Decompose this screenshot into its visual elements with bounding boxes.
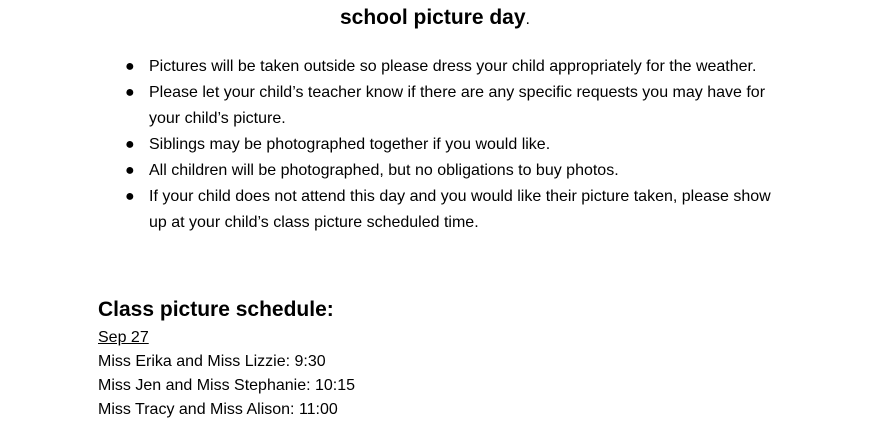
bullet-item	[122, 158, 782, 184]
schedule-entry: Miss Erika and Miss Lizzie: 9:30	[98, 353, 326, 370]
info-bullet-list	[122, 54, 782, 236]
bullet-icon: ●	[125, 84, 135, 101]
page-title	[0, 4, 870, 34]
bullet-text: Pictures will be taken outside so please dress your child appropriately for the weather.	[149, 58, 757, 75]
bullet-text: Siblings may be photographed together if you would like.	[149, 136, 551, 153]
title-period: .	[525, 11, 530, 28]
bullet-text: Please let your child’s teacher know if there are any specific requests you may have for your child’s picture.	[149, 84, 766, 127]
bullet-text: All children will be photographed, but no obligations to buy photos.	[149, 162, 619, 179]
bullet-item	[122, 184, 782, 236]
schedule-date: Sep 27	[98, 329, 149, 346]
schedule-heading: Class picture schedule:	[98, 298, 334, 321]
schedule-entry: Miss Tracy and Miss Alison: 11:00	[98, 401, 338, 418]
bullet-icon: ●	[125, 136, 135, 153]
bullet-icon: ●	[125, 162, 135, 179]
bullet-item	[122, 80, 782, 132]
class-schedule-section	[98, 296, 798, 422]
bullet-text: If your child does not attend this day and you would like their picture taken, please show up at your child’s class picture scheduled time.	[149, 188, 771, 231]
title-text: school picture day	[340, 6, 526, 29]
bullet-icon: ●	[125, 188, 135, 205]
schedule-entry: Miss Jen and Miss Stephanie: 10:15	[98, 377, 356, 394]
bullet-item	[122, 132, 782, 158]
bullet-icon: ●	[125, 58, 135, 75]
bullet-item	[122, 54, 782, 80]
